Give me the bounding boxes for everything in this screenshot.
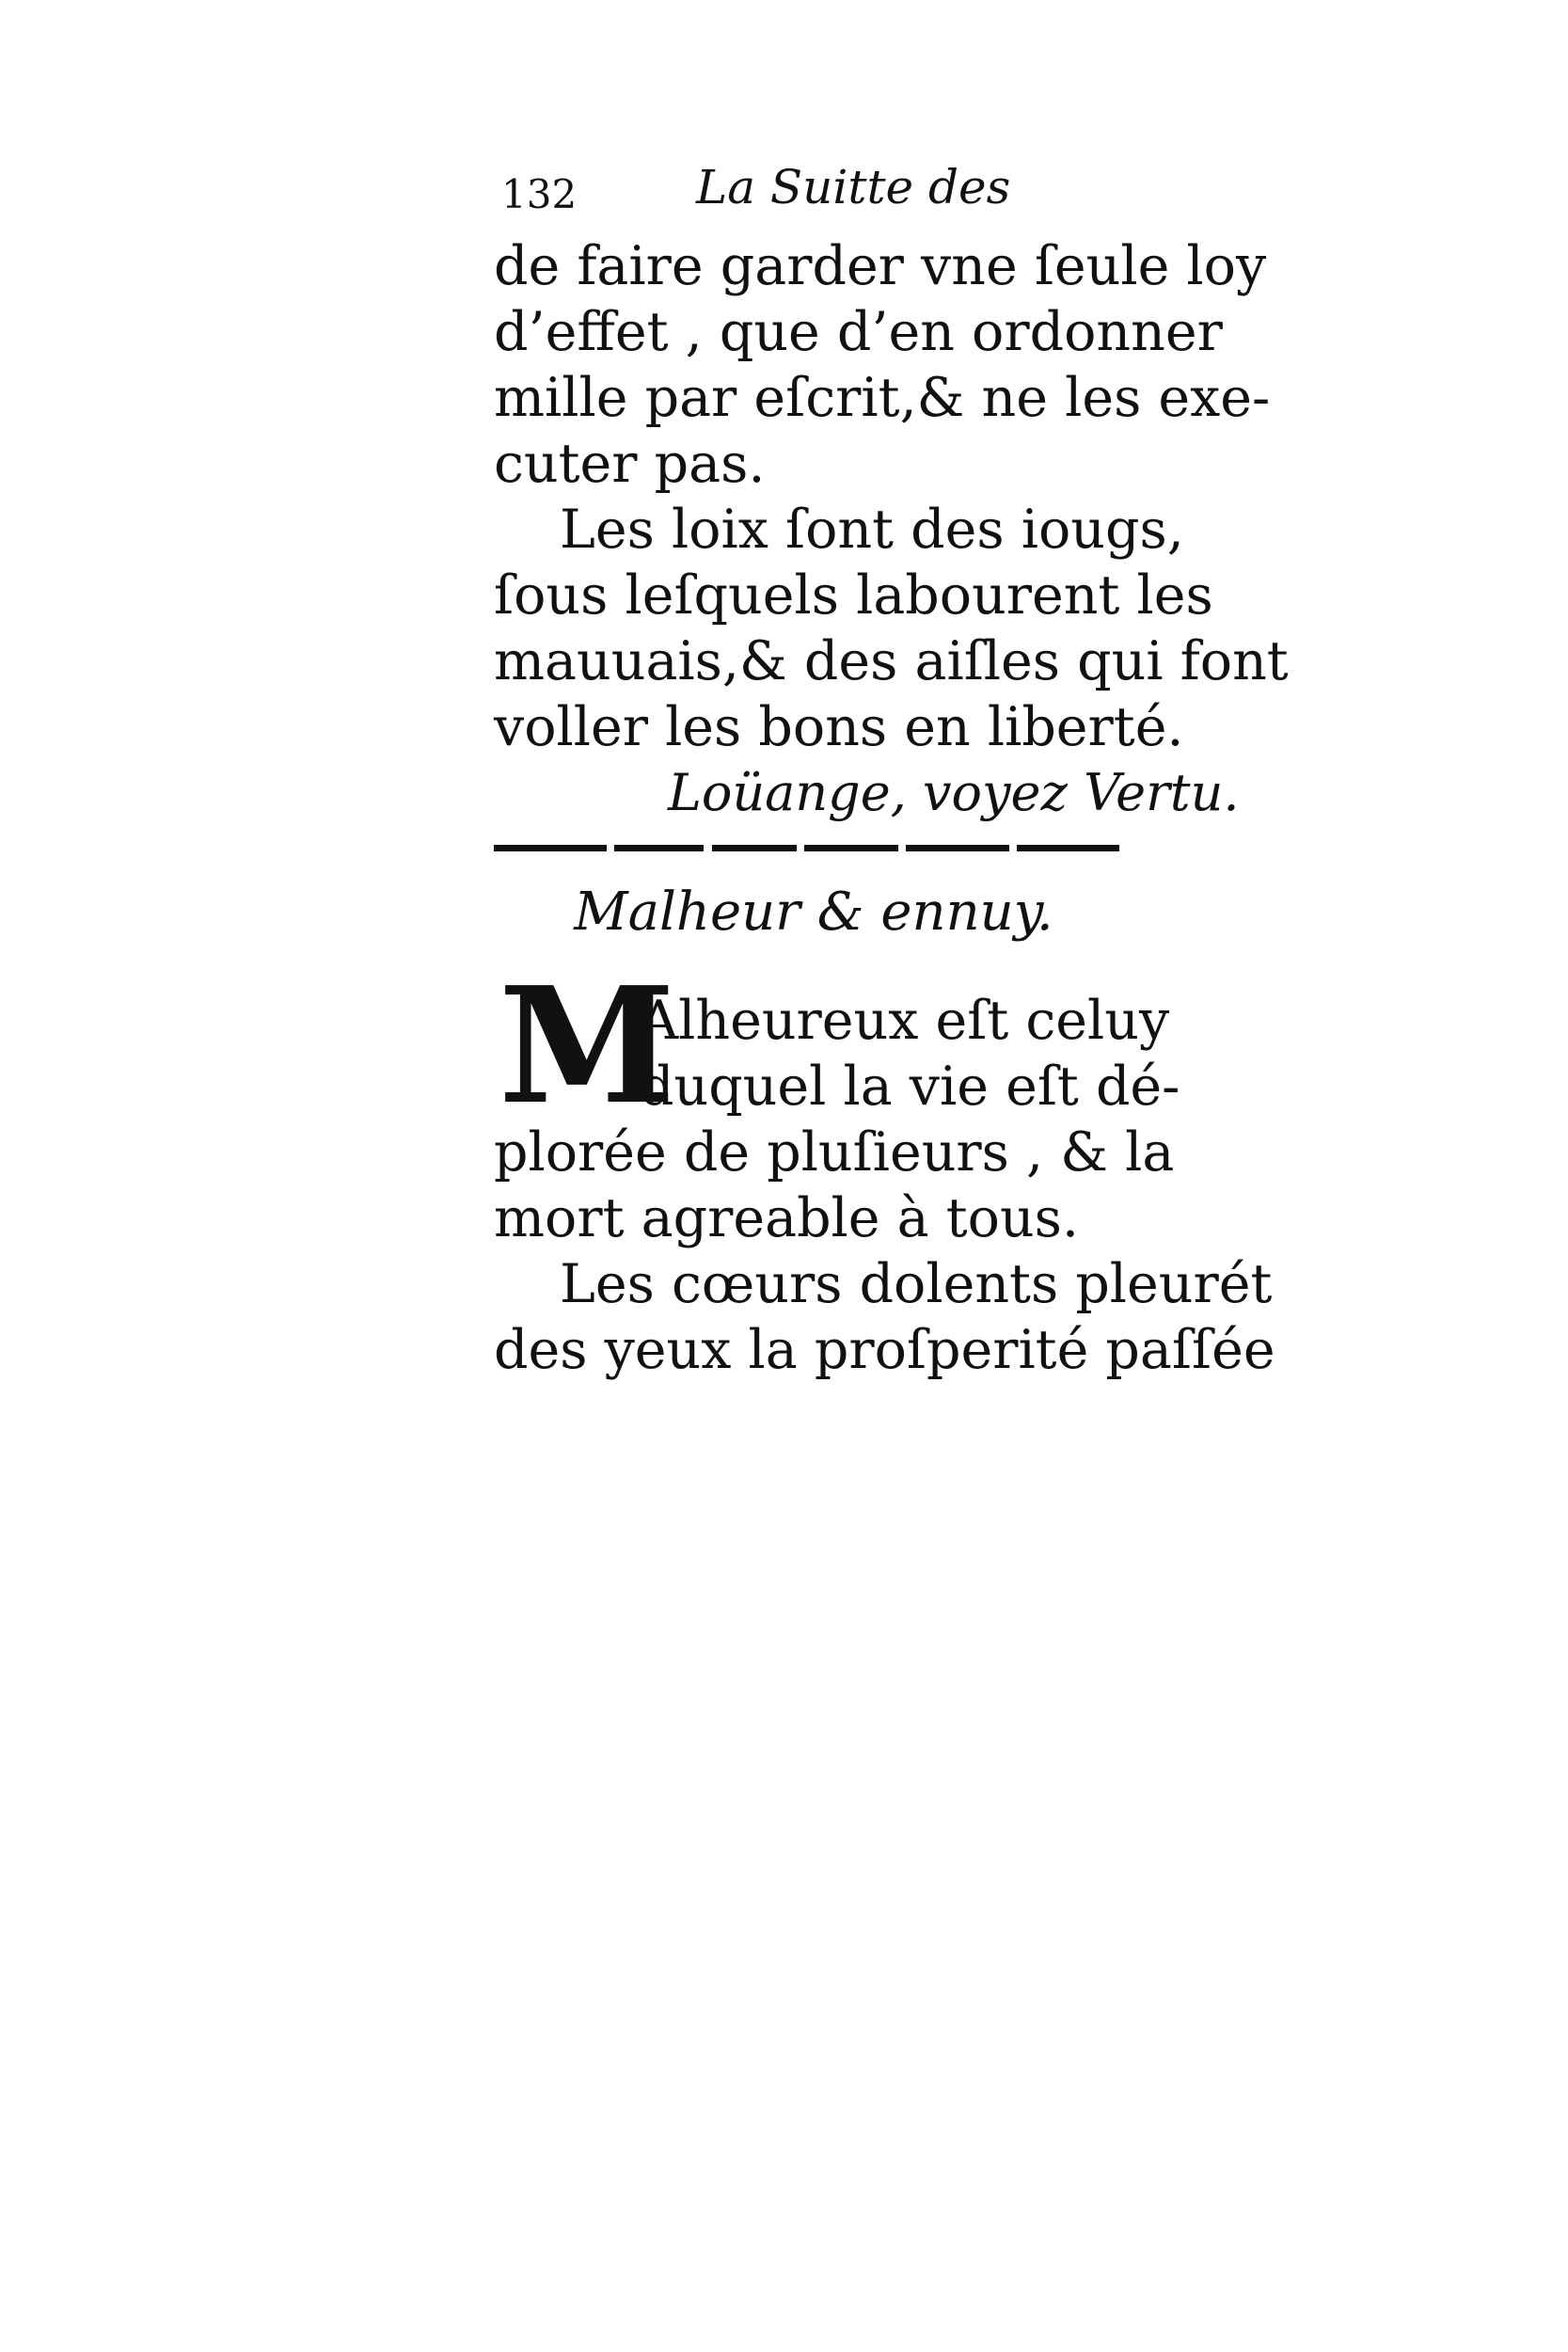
page-number: 132: [501, 171, 578, 217]
section-heading: Malheur & ennuy.: [574, 882, 1053, 943]
text-line: des yeux la proſperité paſſée: [494, 1319, 1275, 1381]
text-line: Les loix ſont des iougs,: [560, 499, 1184, 561]
cross-reference: Loüange, voyez Vertu.: [668, 763, 1240, 822]
text-line: duquel la vie eſt dé-: [640, 1056, 1180, 1118]
text-line: mauuais,& des aiſles qui font: [494, 630, 1289, 692]
text-line: mort agreable à tous.: [494, 1187, 1080, 1249]
text-line: d’effet , que d’en ordonner: [494, 301, 1223, 363]
text-line: Les cœurs dolents pleurét: [560, 1253, 1273, 1315]
text-line: Alheureux eſt celuy: [640, 990, 1170, 1052]
text-line: mille par eſcrit,& ne les exe-: [494, 367, 1271, 429]
text-line: ſous leſquels labourent les: [494, 564, 1213, 627]
text-line: plorée de pluſieurs , & la: [494, 1121, 1175, 1184]
text-line: voller les bons en liberté.: [494, 696, 1184, 758]
running-title: La Suitte des: [696, 160, 1011, 215]
section-rule: [494, 840, 1119, 855]
page-header: [494, 160, 1133, 226]
text-line: de faire garder vne ſeule loy: [494, 235, 1267, 297]
text-line: cuter pas.: [494, 433, 766, 495]
drop-cap: M: [499, 952, 676, 1140]
